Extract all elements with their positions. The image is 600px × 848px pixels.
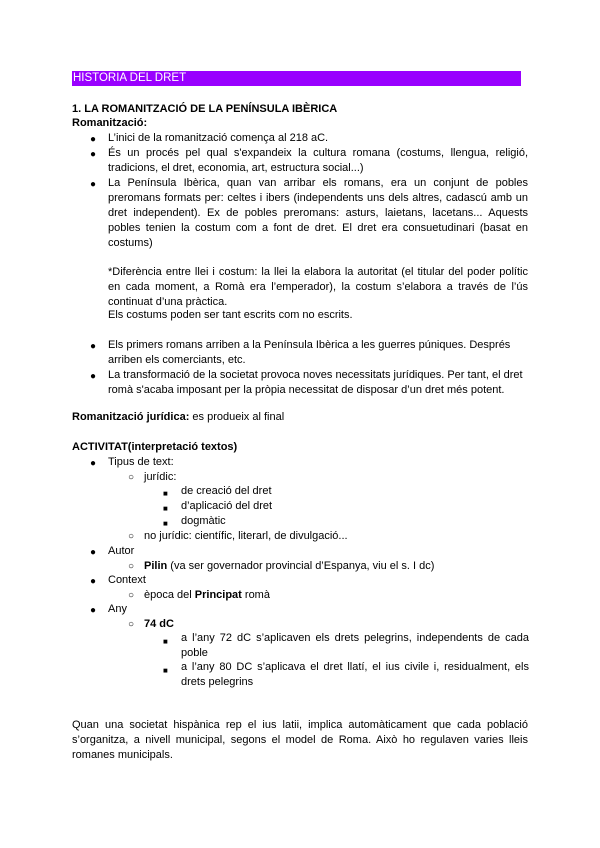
bullet-icon: ● bbox=[90, 458, 97, 469]
list-item bbox=[144, 559, 544, 574]
list-item bbox=[144, 588, 270, 603]
list-item: 74 dC bbox=[144, 618, 174, 630]
final-paragraph: Quan una societat hispànica rep el ius latii, implica automàticament que cada població s’organitza, a nivell municipal, segons el model de Roma. Això ho regulaven varies lleis romanes municipals. bbox=[72, 719, 528, 761]
note-paragraph: *Diferència entre llei i costum: la llei la elabora la autoritat (el titular del poder polític en cada moment, a Romà era l’emperador), la costum s’elabora a través de l’ús continuat d’una pràctica. bbox=[108, 266, 528, 308]
bullet-icon: ● bbox=[90, 149, 97, 160]
list-item: a l’any 72 dC s’aplicaven els drets pelegrins, independents de cada poble bbox=[181, 632, 529, 659]
roma-text: romà bbox=[241, 589, 270, 601]
list-item: Context bbox=[108, 574, 146, 586]
list-item: dogmàtic bbox=[181, 515, 226, 527]
bullet-icon: ● bbox=[90, 134, 97, 145]
romanitzacio-juridica-label: Romanització jurídica: bbox=[72, 411, 190, 423]
square-bullet-icon: ■ bbox=[163, 489, 168, 498]
circle-bullet-icon: ○ bbox=[128, 561, 135, 572]
circle-bullet-icon: ○ bbox=[128, 619, 135, 630]
list-item: És un procés pel qual s'expandeix la cultura romana (costums, llengua, religió, tradicions, el dret, economia, art, estructura social...) bbox=[108, 147, 528, 174]
pilin-text: (va ser governador provincial d’Espanya, viu el s. I dc) bbox=[167, 560, 435, 572]
activitat-heading: ACTIVITAT(interpretació textos) bbox=[72, 441, 238, 453]
epoca-text: època del bbox=[144, 589, 195, 601]
square-bullet-icon: ■ bbox=[163, 666, 168, 675]
circle-bullet-icon: ○ bbox=[128, 590, 135, 601]
list-item: Els primers romans arriben a la Península Ibèrica a les guerres púniques. Després arriben els comerciants, etc. bbox=[108, 339, 511, 366]
bullet-icon: ● bbox=[90, 576, 97, 587]
list-item: Tipus de text: bbox=[108, 456, 174, 468]
square-bullet-icon: ■ bbox=[163, 637, 168, 646]
section-heading: 1. LA ROMANITZACIÓ DE LA PENÍNSULA IBÈRICA bbox=[72, 103, 338, 115]
bullet-icon: ● bbox=[90, 605, 97, 616]
bullet-icon: ● bbox=[90, 547, 97, 558]
romanitzacio-juridica bbox=[72, 410, 532, 425]
circle-bullet-icon: ○ bbox=[128, 531, 135, 542]
list-item: jurídic: bbox=[144, 471, 177, 483]
list-item: Autor bbox=[108, 545, 135, 557]
list-item: a l’any 80 DC s’aplicava el dret llatí, el ius civile i, residualment, els drets pelegrins bbox=[181, 661, 529, 688]
list-item: L’inici de la romanització comença al 218 aC. bbox=[108, 132, 329, 144]
square-bullet-icon: ■ bbox=[163, 519, 168, 528]
list-item: de creació del dret bbox=[181, 485, 272, 497]
circle-bullet-icon: ○ bbox=[128, 472, 135, 483]
note-paragraph-2: Els costums poden ser tant escrits com no escrits. bbox=[108, 309, 353, 321]
principat-text: Principat bbox=[194, 589, 242, 601]
bullet-icon: ● bbox=[90, 371, 97, 382]
romanitzacio-juridica-text: es produeix al final bbox=[189, 411, 285, 423]
list-item: Any bbox=[108, 603, 127, 615]
pilin-name: Pilin bbox=[144, 560, 168, 572]
square-bullet-icon: ■ bbox=[163, 504, 168, 513]
bullet-icon: ● bbox=[90, 341, 97, 352]
list-item: La transformació de la societat provoca noves necessitats jurídiques. Per tant, el dret romà s'acaba imposant per la pròpia necessitat de disposar d’un dret més potent. bbox=[108, 369, 523, 396]
document-title: HISTORIA DEL DRET bbox=[72, 71, 521, 86]
list-item: d’aplicació del dret bbox=[181, 500, 273, 512]
bullet-icon: ● bbox=[90, 179, 97, 190]
list-item: La Península Ibèrica, quan van arribar els romans, era un conjunt de pobles preromans formats per: celtes i ibers (independents uns dels altres, cadascú amb un dret independent). Ex de pobles preromans: asturs, laietans, lacetans... Aquests pobles tenien la costum com a font de dret. El dret era consuetudinari (basat en costums) bbox=[108, 177, 528, 249]
list-item: no jurídic: científic, literarl, de divulgació... bbox=[144, 530, 348, 542]
section-subheading: Romanització: bbox=[72, 117, 148, 129]
